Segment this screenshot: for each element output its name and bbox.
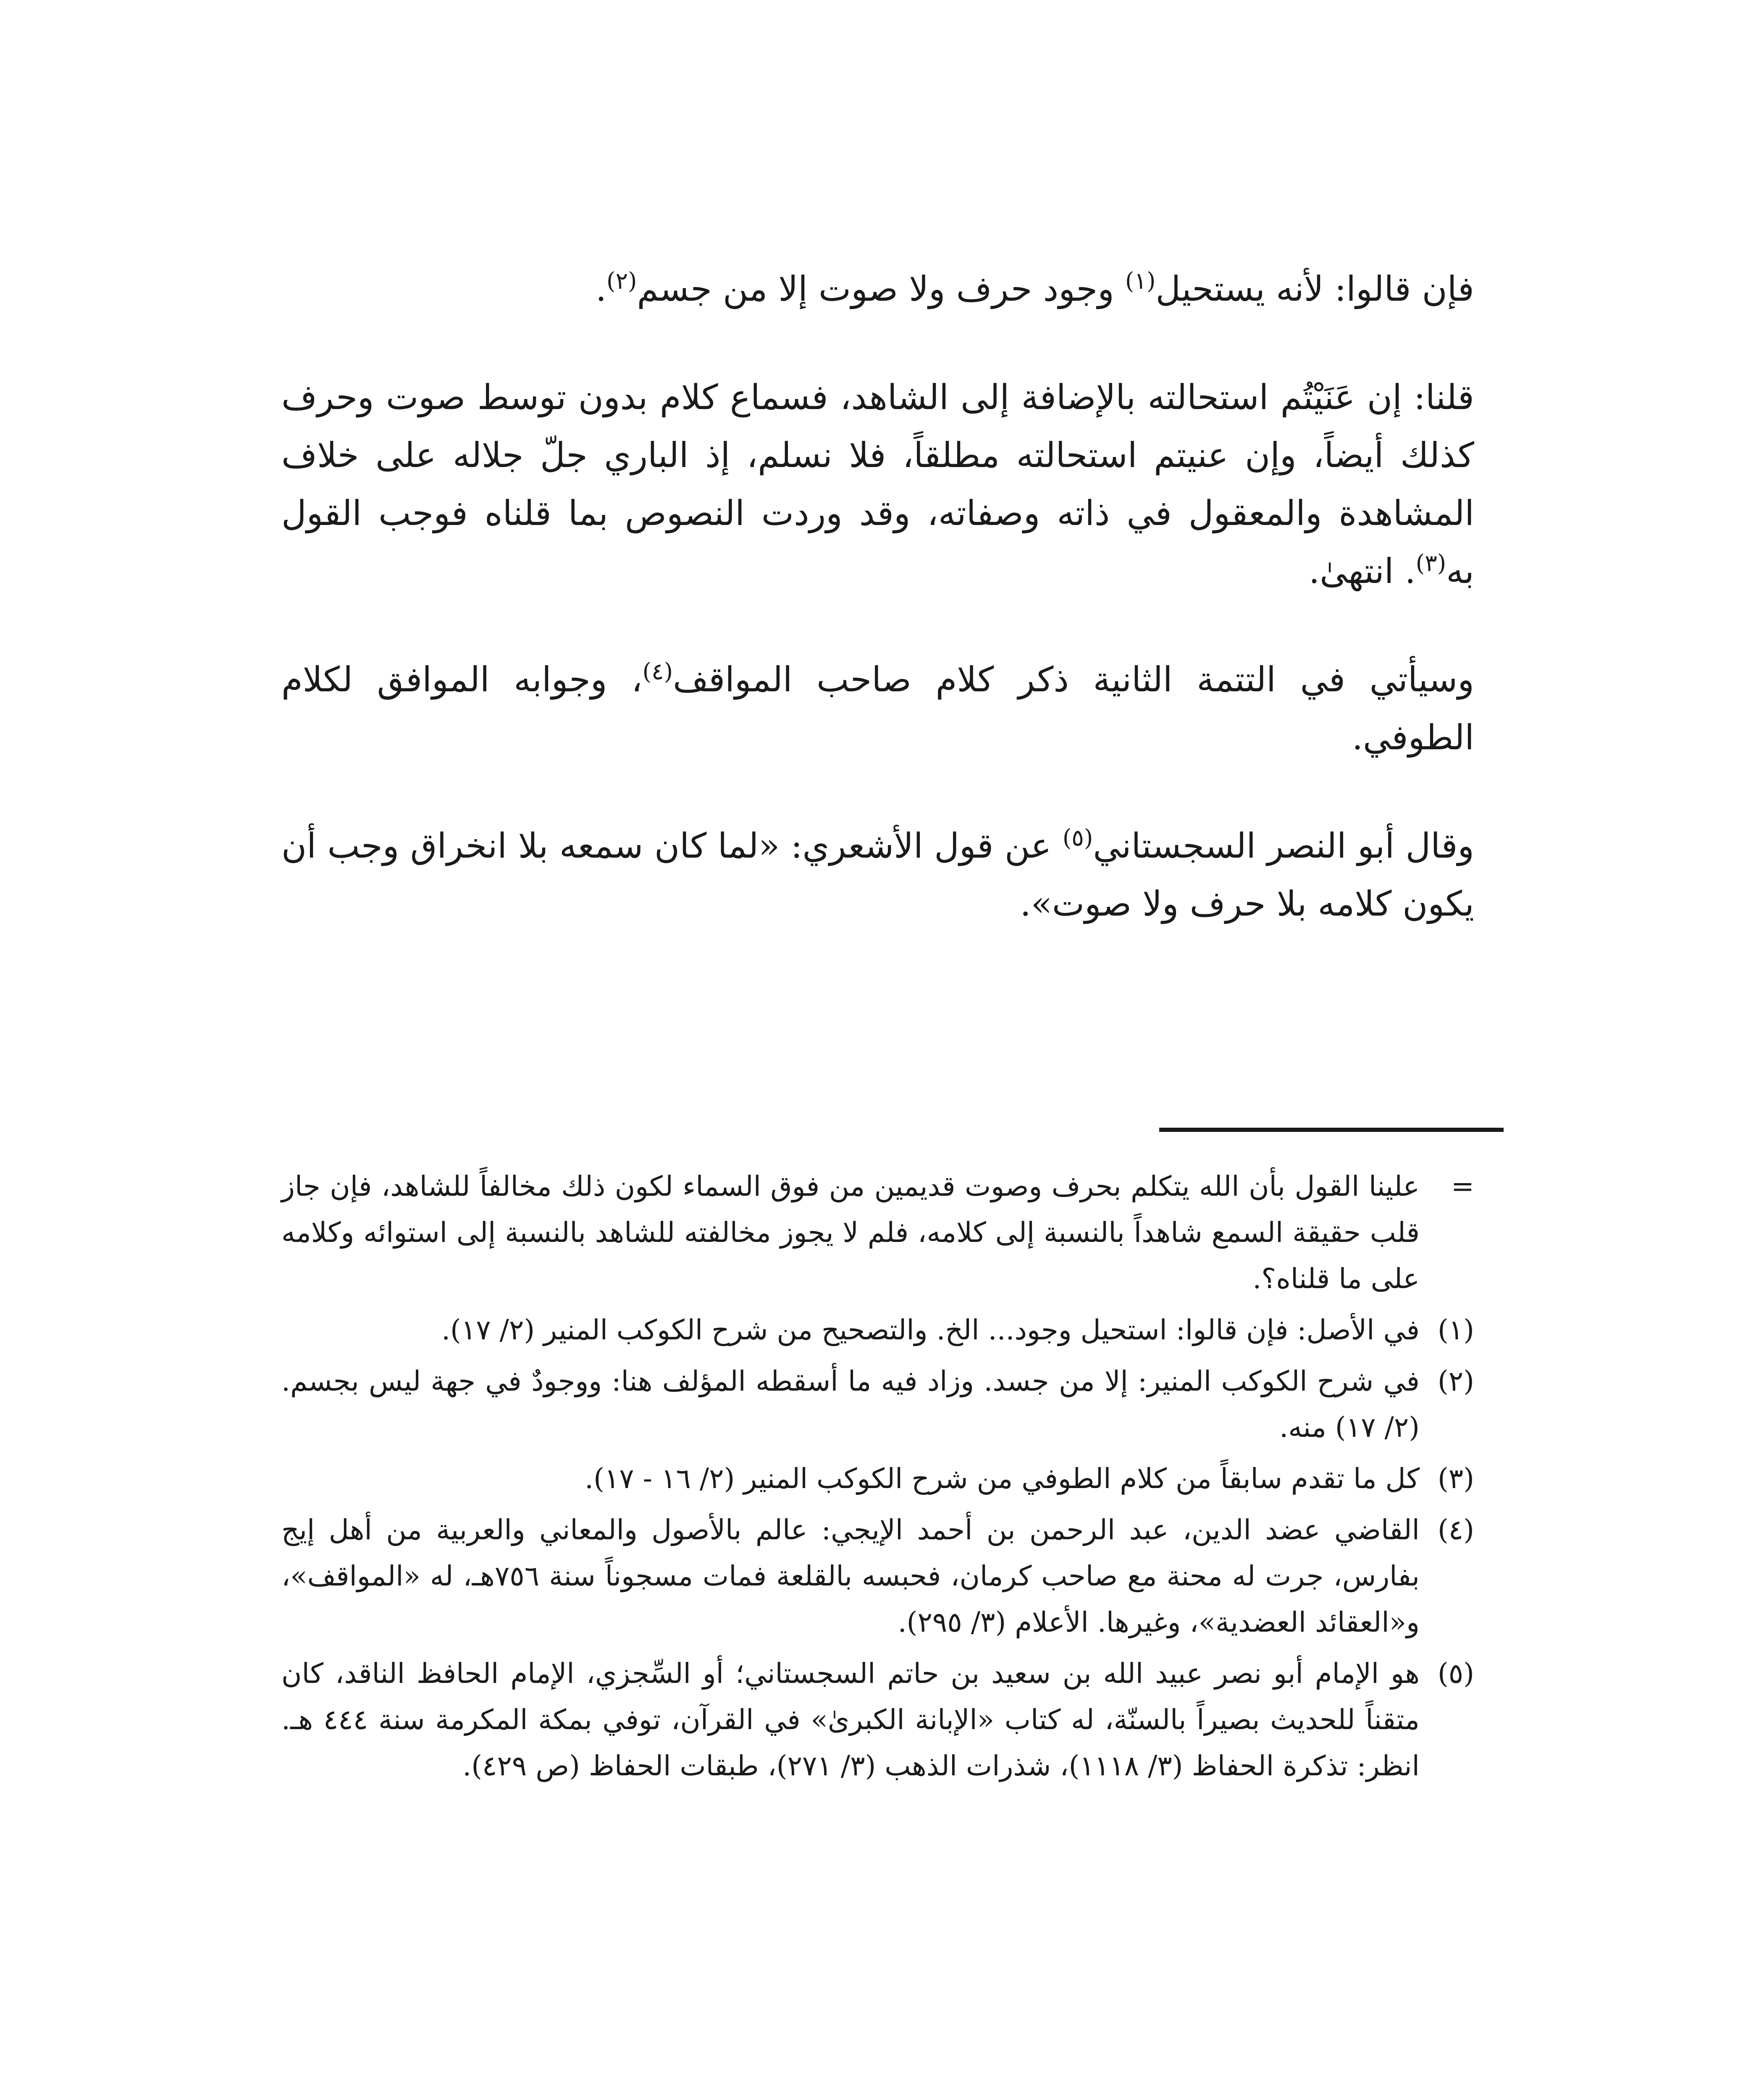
paragraph-3-text: وسيأتي في التتمة الثانية ذكر كلام صاحب المواقف bbox=[673, 660, 1474, 700]
paragraph-4-text: وقال أبو النصر السجستاني bbox=[1093, 826, 1474, 866]
footnote-marker: = bbox=[1451, 1170, 1474, 1202]
footnote-text: القاضي عضد الدين، عبد الرحمن بن أحمد الإيجي: عالم بالأصول والمعاني والعربية من أهل إيج بفارس، جرت له محنة مع صاحب كرمان، فحبسه بالقلعة فمات مسجوناً سنة ٧٥٦هـ، له «المواقف»، و«العقائد العضدية»، وغيرها. الأعلام (٣/ ٢٩٥). bbox=[281, 1514, 1420, 1638]
footnote-marker: (٢) bbox=[1438, 1365, 1474, 1397]
paragraph-4-text-b: عن قول الأشعري: «لما كان سمعه بلا انخراق وجب أن يكون كلامه بلا حرف ولا صوت». bbox=[281, 826, 1474, 924]
footnote-text: في الأصل: فإن قالوا: استحيل وجود... الخ. والتصحيح من شرح الكوكب المنير (٢/ ١٧). bbox=[441, 1314, 1420, 1346]
footnote-continued bbox=[281, 1163, 1474, 1302]
footnote-2 bbox=[281, 1358, 1474, 1451]
footnote-marker: (٥) bbox=[1438, 1657, 1474, 1690]
footnote-5 bbox=[281, 1651, 1474, 1789]
footnote-text: في شرح الكوكب المنير: إلا من جسد. وزاد فيه ما أسقطه المؤلف هنا: ووجودٌ في جهة ليس بجسم. (٢/ ١٧) منه. bbox=[281, 1365, 1420, 1444]
footnote-4 bbox=[281, 1507, 1474, 1646]
paragraph-1 bbox=[281, 260, 1474, 318]
paragraph-2-text: قلنا: إن عَنَيْتُم استحالته بالإضافة إلى الشاهد، فسماع كلام بدون توسط صوت وحرف كذلك أيضاً، وإن عنيتم استحالته مطلقاً، فلا نسلم، إذ الباري جلّ جلاله على خلاف المشاهدة والمعقول في ذاته وصفاته، وقد وردت النصوص بما قلناه فوجب القول به bbox=[281, 378, 1474, 591]
footnotes bbox=[281, 1163, 1474, 1794]
footnote-text: علينا القول بأن الله يتكلم بحرف وصوت قديمين من فوق السماء لكون ذلك مخالفاً للشاهد، فإن جاز قلب حقيقة السمع شاهداً بالنسبة إلى كلامه، فلم لا يجوز مخالفته للشاهد بالنسبة إلى استوائه وكلامه على ما قلناه؟. bbox=[281, 1170, 1420, 1295]
footnote-3 bbox=[281, 1456, 1474, 1502]
footnote-marker: (١) bbox=[1438, 1314, 1474, 1346]
footnote-1 bbox=[281, 1307, 1474, 1353]
paragraph-3 bbox=[281, 651, 1474, 767]
footnote-ref-1: (١) bbox=[1125, 267, 1156, 294]
paragraph-2 bbox=[281, 369, 1474, 601]
footnote-marker: (٣) bbox=[1438, 1462, 1474, 1495]
main-text bbox=[281, 260, 1474, 933]
footnote-marker: (٤) bbox=[1438, 1514, 1474, 1546]
paragraph-3-text-b: ، وجوابه الموافق لكلام الطوفي. bbox=[281, 660, 1474, 758]
paragraph-1-text-c: . bbox=[595, 269, 607, 309]
footnote-ref-4: (٤) bbox=[642, 658, 673, 685]
footnote-text: هو الإمام أبو نصر عبيد الله بن سعيد بن حاتم السجستاني؛ أو السِّجزي، الإمام الحافظ الناقد، كان متقناً للحديث بصيراً بالسنّة، له كتاب «الإبانة الكبرىٰ» في القرآن، توفي بمكة المكرمة سنة ٤٤٤ هـ. انظر: تذكرة الحفاظ (٣/ ١١١٨)، شذرات الذهب (٣/ ٢٧١)، طبقات الحفاظ (ص ٤٢٩). bbox=[281, 1657, 1420, 1782]
paragraph-1-text-b: وجود حرف ولا صوت إلا من جسم bbox=[637, 269, 1125, 309]
paragraph-2-text-b: . انتهىٰ. bbox=[1309, 551, 1416, 591]
paragraph-4 bbox=[281, 817, 1474, 933]
footnote-ref-3: (٣) bbox=[1415, 549, 1446, 577]
footnote-ref-5: (٥) bbox=[1062, 824, 1093, 851]
paragraph-1-text: فإن قالوا: لأنه يستحيل bbox=[1155, 269, 1474, 309]
footnote-text: كل ما تقدم سابقاً من كلام الطوفي من شرح الكوكب المنير (٢/ ١٦ - ١٧). bbox=[585, 1462, 1420, 1495]
footnote-separator bbox=[1159, 1128, 1504, 1132]
footnote-ref-2: (٢) bbox=[606, 267, 637, 294]
